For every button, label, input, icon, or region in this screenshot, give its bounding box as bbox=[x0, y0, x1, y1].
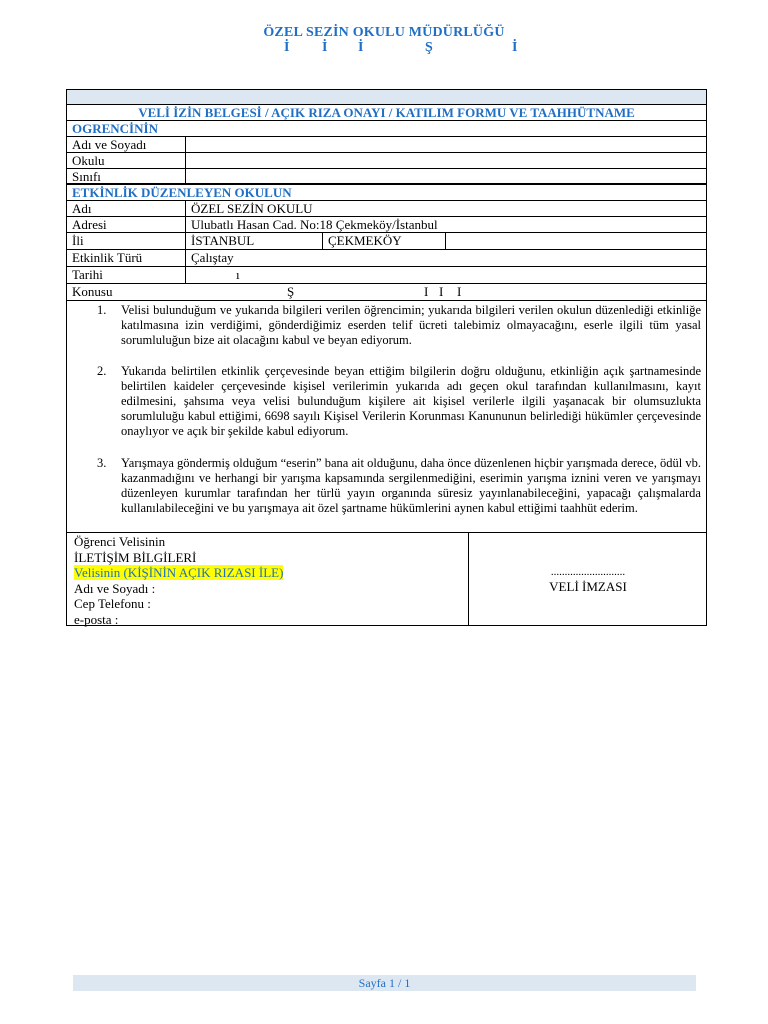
school-name-row bbox=[67, 201, 706, 217]
subtitle-glyph: Ş bbox=[425, 40, 433, 55]
signature-label: VELİ İMZASI bbox=[549, 579, 627, 594]
activity-type-label: Etkinlik Türü bbox=[72, 250, 143, 265]
activity-type-row bbox=[67, 250, 706, 267]
subtitle-glyph: İ bbox=[284, 40, 290, 55]
form-title: VELİ İZİN BELGESİ / AÇIK RIZA ONAYI / KATILIM FORMU VE TAAHHÜTNAME bbox=[138, 105, 635, 120]
school-name-value: ÖZEL SEZİN OKULU bbox=[185, 201, 706, 216]
parent-phone-label[interactable]: Cep Telefonu : bbox=[74, 596, 151, 611]
activity-topic-row bbox=[67, 284, 706, 301]
activity-date-field[interactable] bbox=[185, 267, 706, 283]
student-school-field[interactable] bbox=[185, 153, 706, 168]
topic-mark: I bbox=[439, 284, 444, 299]
school-extra-field[interactable] bbox=[445, 233, 706, 249]
school-address-value: Ulubatlı Hasan Cad. No:18 Çekmeköy/İstanbul bbox=[185, 217, 706, 232]
declarations bbox=[67, 301, 706, 533]
student-class-label: Sınıfı bbox=[72, 169, 101, 183]
student-class-row bbox=[67, 169, 706, 185]
school-district-value: ÇEKMEKÖY bbox=[322, 233, 445, 249]
student-school-label: Okulu bbox=[72, 153, 105, 168]
school-address-label: Adresi bbox=[72, 217, 107, 232]
activity-type-value: Çalıştay bbox=[185, 250, 706, 266]
topic-mark: I bbox=[424, 284, 429, 299]
declaration-item bbox=[97, 456, 701, 516]
contact-line-2: İLETİŞİM BİLGİLERİ bbox=[74, 549, 197, 565]
page-footer: Sayfa 1 / 1 bbox=[73, 975, 696, 991]
declaration-number: 3. bbox=[97, 456, 107, 470]
student-class-field[interactable] bbox=[185, 169, 706, 183]
activity-date-row bbox=[67, 267, 706, 284]
declaration-item bbox=[97, 364, 701, 439]
contact-line-1: Öğrenci Velisinin bbox=[74, 534, 166, 549]
permission-form bbox=[66, 89, 707, 626]
school-section-heading: ETKİNLİK DÜZENLEYEN OKULUN bbox=[72, 185, 292, 200]
contact-info bbox=[74, 534, 283, 627]
school-city-row bbox=[67, 233, 706, 250]
declaration-text: Yarışmaya göndermiş olduğum “eserin” bana ait olduğunu, daha önce düzenlenen hiçbir yarışmada derece, ödül vb. kazanmadığını ve herhangi bir yarışma kapsamında sergilenmediğini, eserimin yarışma iznini veren ve yarışmayı düzenleyen kurumlar tarafından her türlü yayın organında süresiz yayınlanabileceğini, yapacağı çalışmalarda kullanılabileceğini ve bu yarışmaya ait özel şartname hükümlerini aynen kabul ettiğimi taahhüt ederim. bbox=[121, 456, 701, 515]
student-name-row bbox=[67, 137, 706, 153]
declaration-number: 1. bbox=[97, 303, 107, 317]
date-mark: ı bbox=[236, 267, 240, 282]
subtitle-glyph: İ bbox=[322, 40, 328, 55]
school-name-label: Adı bbox=[72, 201, 92, 216]
school-title: ÖZEL SEZİN OKULU MÜDÜRLÜĞÜ bbox=[263, 25, 505, 40]
declaration-text: Velisi bulunduğum ve yukarıda bilgileri verilen öğrencimin; yukarıda bilgileri verilen okulun düzenlediği etkinliğe katılmasına izin verdiğimi, gönderdiğimiz eserden telif ücreti talebimiz olmayacağını, eserle ilgili tüm yasal sorumluluğun bize ait olacağını kabul ve beyan ediyorum. bbox=[121, 303, 701, 347]
activity-topic-field[interactable] bbox=[185, 284, 706, 300]
declaration-text: Yukarıda belirtilen etkinlik çerçevesinde beyan ettiğim bilgilerin doğru olduğunu, etkinliğin açık şartnamesinde belirtilen kaideler çerçevesinde kişisel verilerimin yukarıda adı geçen okul tarafından kullanılmasını, kayıt edilmesini, şahsıma veya velisi bulunduğum kişilere ait kişisel verilerle ilgili yaşanacak bir olumsuzlukta sorumluluğu kabul ettiğimi, 6698 sayılı Kişisel Verilerin Korunması Kanununun belirlediği hükümler çerçevesinde onaylıyor ve açık bir şekilde kabul ediyorum. bbox=[121, 364, 701, 438]
contact-signature-row bbox=[67, 533, 706, 626]
signature-line: ........................... bbox=[550, 566, 626, 578]
student-section-heading: OGRENCİNİN bbox=[72, 121, 158, 136]
parent-name-label[interactable]: Adı ve Soyadı : bbox=[74, 580, 156, 596]
declaration-number: 2. bbox=[97, 364, 107, 378]
school-city-label: İli bbox=[72, 233, 84, 248]
school-section-heading-row bbox=[67, 185, 706, 201]
school-subtitle-glyphs bbox=[0, 40, 768, 56]
school-address-row bbox=[67, 217, 706, 233]
declaration-item bbox=[97, 303, 701, 348]
form-title-row bbox=[67, 105, 706, 121]
student-name-label: Adı ve Soyadı bbox=[72, 137, 147, 152]
consent-note: Velisinin (KİŞİNİN AÇIK RIZASI İLE) bbox=[74, 565, 284, 580]
subtitle-glyph: İ bbox=[512, 40, 518, 55]
student-section-heading-row bbox=[67, 121, 706, 137]
parent-email-label[interactable]: e-posta : bbox=[74, 611, 119, 627]
student-name-field[interactable] bbox=[185, 137, 706, 152]
school-city-value: İSTANBUL bbox=[185, 233, 322, 249]
topic-mark: I bbox=[457, 284, 462, 299]
title-band bbox=[67, 90, 706, 105]
topic-mark: Ş bbox=[287, 284, 295, 299]
student-school-row bbox=[67, 153, 706, 169]
activity-date-label: Tarihi bbox=[72, 267, 103, 282]
subtitle-glyph: İ bbox=[358, 40, 364, 55]
signature-box[interactable] bbox=[468, 533, 707, 626]
activity-topic-label: Konusu bbox=[72, 284, 113, 299]
